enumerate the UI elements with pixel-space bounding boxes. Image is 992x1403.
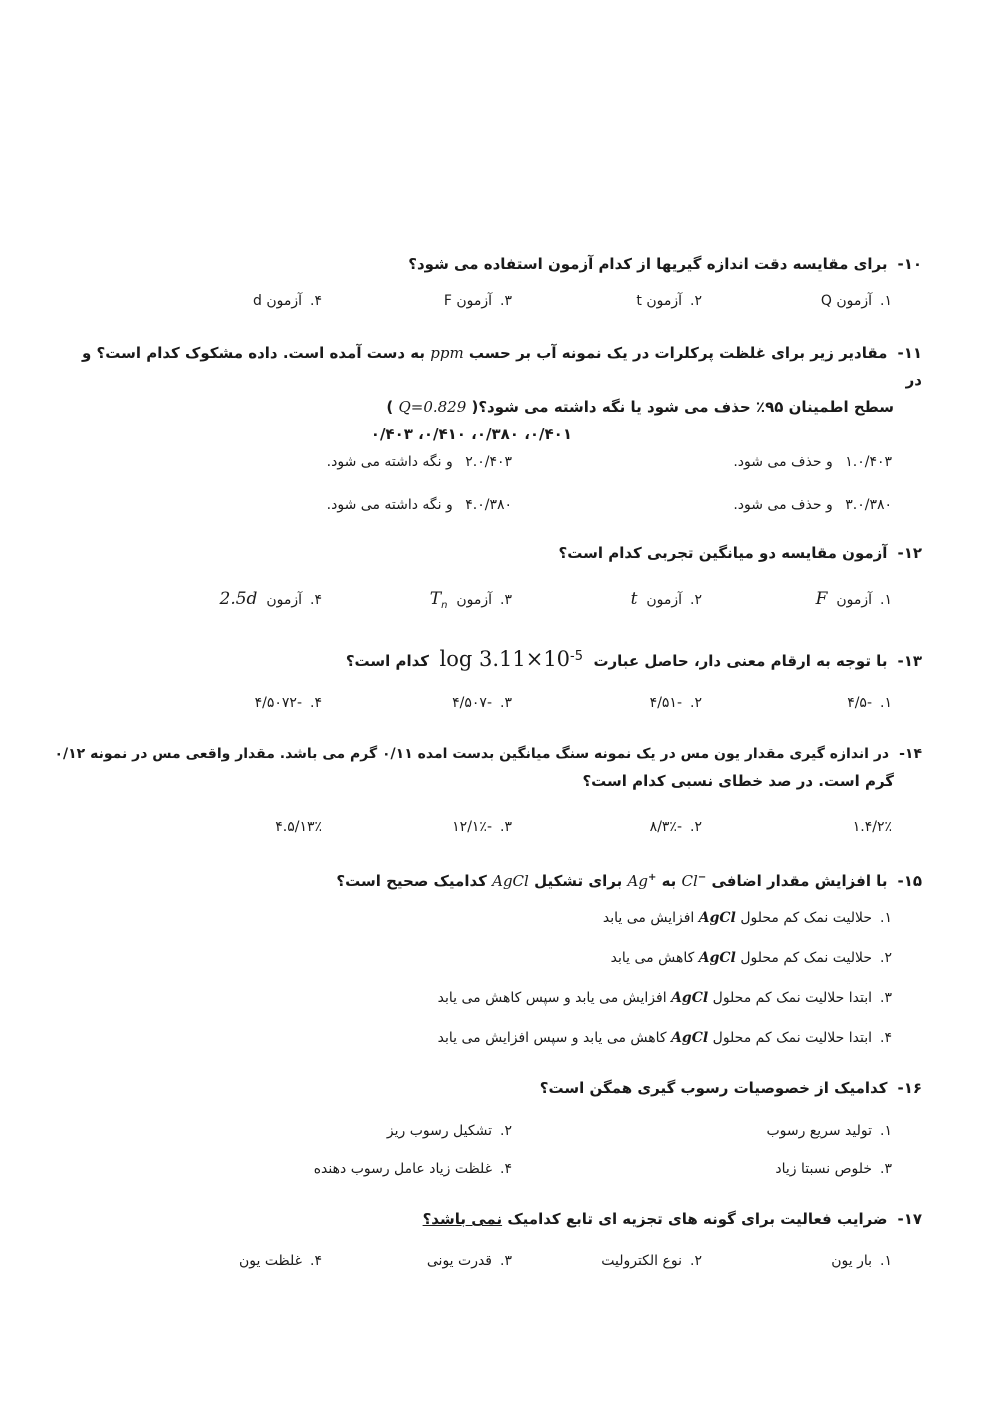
option-1[interactable]: ۱.۴/۲٪ — [852, 819, 892, 835]
question-number: ۱۲- — [897, 544, 922, 562]
question-16 — [72, 1075, 922, 1102]
option-4[interactable]: ۴.غلظت زیاد عامل رسوب دهنده — [313, 1161, 512, 1177]
option-1[interactable]: ۱.تولید سریع رسوب — [766, 1123, 892, 1139]
option-1[interactable]: ۱.بار یون — [831, 1253, 892, 1269]
option-2[interactable]: ۲.تشکیل رسوب ریز — [386, 1123, 512, 1139]
question-15: ۱۵-با افزایش مقدار اضافی Cl− به Ag+ برای تشکیل AgCl کدامیک صحیح است؟ — [336, 872, 922, 890]
question-13: ۱۳-با توجه به ارقام معنی دار، حاصل عبارت log 3.11×10-5 کدام است؟ — [345, 647, 922, 671]
options-q14 — [132, 816, 892, 838]
options-q15 — [132, 907, 892, 1067]
option-4[interactable]: ۴.۰/۳۸۰ و نگه داشته می شود. — [326, 497, 512, 513]
underlined-negation: نمی باشد؟ — [422, 1210, 503, 1228]
option-2[interactable]: ۲.حلالیت نمک کم محلول AgCl کاهش می یابد — [610, 950, 892, 966]
question-text: کدامیک از خصوصیات رسوب گیری همگن است؟ — [539, 1079, 888, 1097]
option-1[interactable]: ۱.آزمون Q — [820, 293, 892, 309]
options-q10 — [132, 290, 892, 312]
options-q11-row2 — [132, 494, 892, 516]
options-q17 — [132, 1250, 892, 1272]
option-3[interactable]: ۳.آزمون F — [443, 293, 512, 309]
option-2[interactable]: ۲.-۴/۵۱ — [649, 695, 702, 711]
option-3[interactable]: ۳.آزمون $T_n$ — [429, 589, 512, 611]
question-number: ۱۰- — [897, 255, 922, 273]
options-q16-row1 — [132, 1120, 892, 1142]
option-1[interactable]: ۱.آزمون F — [815, 589, 892, 609]
question-14: ۱۴-در اندازه گیری مقدار یون مس در یک نمونه سنگ میانگین بدست امده ۰/۱۱ گرم می باشد. مقدار واقعی مس در نمونه ۰/۱۲ گرم است. در صد خطای نسبی کدام است؟ — [54, 746, 922, 790]
question-number: ۱۳- — [897, 652, 922, 670]
option-3[interactable]: ۳.ابتدا حلالیت نمک کم محلول AgCl افزایش می یابد و سپس کاهش می یابد — [437, 990, 892, 1006]
log-expression: log 3.11×10-5 — [439, 647, 584, 671]
option-2[interactable]: ۲.۰/۴۰۳ و نگه داشته می شود. — [326, 454, 512, 470]
question-number: ۱۶- — [897, 1079, 922, 1097]
option-4[interactable]: ۴.آزمون d — [253, 293, 322, 309]
question-number: ۱۱- — [897, 344, 922, 362]
option-1[interactable]: ۱.-۴/۵ — [847, 695, 892, 711]
question-text: برای مقایسه دقت اندازه گیریها از کدام آزمون استفاده می شود؟ — [408, 255, 888, 273]
question-number: ۱۷- — [897, 1210, 922, 1228]
option-3[interactable]: ۳.۰/۳۸۰ و حذف می شود. — [733, 497, 892, 513]
option-4[interactable]: ۴.-۴/۵۰۷۲ — [254, 695, 322, 711]
option-4[interactable]: ۴.۵/۱۳٪ — [275, 819, 322, 835]
question-text: آزمون مقایسه دو میانگین تجربی کدام است؟ — [558, 544, 888, 562]
options-q16-row2 — [132, 1158, 892, 1180]
question-number: ۱۴- — [899, 746, 922, 762]
options-q12 — [132, 588, 892, 617]
option-2[interactable]: ۲.-۸/۳٪ — [649, 819, 702, 835]
option-1[interactable]: ۱.حلالیت نمک کم محلول AgCl افزایش می یابد — [602, 910, 892, 926]
option-4[interactable]: ۴.غلظت یون — [238, 1253, 322, 1269]
option-4[interactable]: ۴.ابتدا حلالیت نمک کم محلول AgCl کاهش می یابد و سپس افزایش می یابد — [437, 1030, 892, 1046]
options-q11-row1 — [132, 451, 892, 473]
option-3[interactable]: ۳.خلوص نسبتا زیاد — [775, 1161, 892, 1177]
option-2[interactable]: ۲.آزمون t — [630, 589, 702, 609]
option-2[interactable]: ۲.نوع الکترولیت — [601, 1253, 702, 1269]
option-4[interactable]: ۴.آزمون 2.5d — [219, 589, 322, 609]
question-11: ۱۱-مقادیر زیر برای غلظت پرکلرات در یک نمونه آب بر حسب ppm به دست آمده است. داده مشکوک کدام است؟ و در سطح اطمینان ۹۵٪ حذف می شود یا نگه داشته می شود؟( Q=0.829 ) ۰/۴۰۱، ۰/۳۸۰، ۰/۴۱۰، ۰/۴۰۳ — [62, 340, 922, 448]
option-3[interactable]: ۳.قدرت یونی — [426, 1253, 512, 1269]
option-1[interactable]: ۱.۰/۴۰۳ و حذف می شود. — [733, 454, 892, 470]
option-3[interactable]: ۳.-۴/۵۰۷ — [452, 695, 512, 711]
option-2[interactable]: ۲.آزمون t — [636, 293, 702, 309]
options-q13 — [132, 692, 892, 714]
option-3[interactable]: ۳.-۱۲/۱٪ — [452, 819, 512, 835]
data-values: ۰/۴۰۱، ۰/۳۸۰، ۰/۴۱۰، ۰/۴۰۳ — [370, 425, 572, 443]
question-12 — [72, 540, 922, 567]
question-10 — [72, 251, 922, 278]
question-17: ۱۷-ضرایب فعالیت برای گونه های تجزیه ای تابع کدامیک نمی باشد؟ — [422, 1210, 922, 1228]
question-number: ۱۵- — [897, 872, 922, 890]
